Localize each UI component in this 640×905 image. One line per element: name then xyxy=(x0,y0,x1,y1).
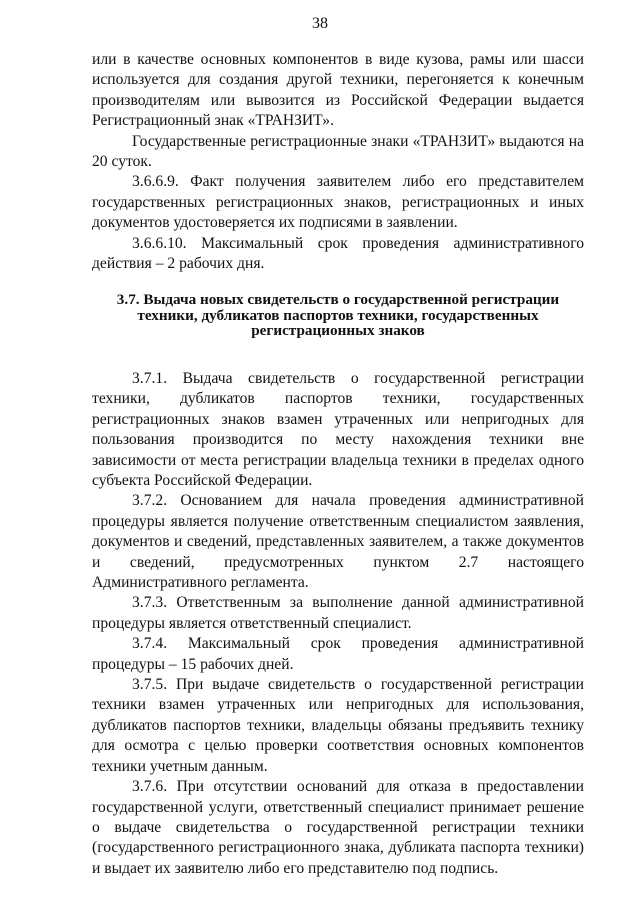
paragraph-3-7-2: 3.7.2. Основанием для начала проведения административной процедуры является получение ответственным специалистом заявления, документов и сведений, представленных заявителем, а также документов и сведений, предусмотренных пунктом 2.7 настоящего Административного регламента. xyxy=(92,492,584,592)
paragraph-3-7-4: 3.7.4. Максимальный срок проведения административной процедуры – 15 рабочих дней. xyxy=(92,635,584,673)
paragraph-3-7-6: 3.7.6. При отсутствии оснований для отказа в предоставлении государственной услуги, ответственный специалист принимает решение о выдаче свидетельства о государственной регистрации техники (государственного регистрационного знака, дубликата паспорта техники) и выдает их заявителю либо его представителю под подпись. xyxy=(92,778,584,877)
paragraph-transit-validity: Государственные регистрационные знаки «ТРАНЗИТ» выдаются на 20 суток. xyxy=(92,132,584,171)
section-heading-line: техники, дубликатов паспортов техники, государственных xyxy=(137,306,539,324)
section-heading-line: 3.7. Выдача новых свидетельств о государственной регистрации xyxy=(116,291,560,309)
page-number: 38 xyxy=(312,15,328,32)
paragraph-3-7-3: 3.7.3. Ответственным за выполнение данной административной процедуры является ответственный специалист. xyxy=(92,594,584,632)
paragraph-continuation: или в качестве основных компонентов в виде кузова, рамы или шасси используется для создания другой техники, перегоняется к конечным производителям или вывозится из Российской Федерации выдается Регистрационный знак «ТРАНЗИТ». xyxy=(92,51,584,130)
paragraph-3-6-6-10: 3.6.6.10. Максимальный срок проведения административного действия – 2 рабочих дня. xyxy=(92,234,584,273)
section-heading-line: регистрационных знаков xyxy=(251,322,425,340)
paragraph-3-6-6-9: 3.6.6.9. Факт получения заявителем либо его представителем государственных регистрационных знаков, регистрационных и иных документов удостоверяется их подписями в заявлении. xyxy=(92,173,584,232)
section-heading-3-7 xyxy=(92,292,584,339)
page-content xyxy=(92,50,584,879)
paragraph-3-7-5: 3.7.5. При выдаче свидетельств о государственной регистрации техники взамен утраченных или непригодных для использования, дубликатов паспортов техники, владельцы обязаны предъявить технику для осмотра с целью проверки соответствия основных компонентов техники учетным данным. xyxy=(92,676,584,775)
paragraph-3-7-1: 3.7.1. Выдача свидетельств о государственной регистрации техники, дубликатов паспортов техники, государственных регистрационных знаков взамен утраченных или непригодных для пользования производится по месту нахождения техники вне зависимости от места регистрации владельца техники в пределах одного субъекта Российской Федерации. xyxy=(92,369,584,489)
